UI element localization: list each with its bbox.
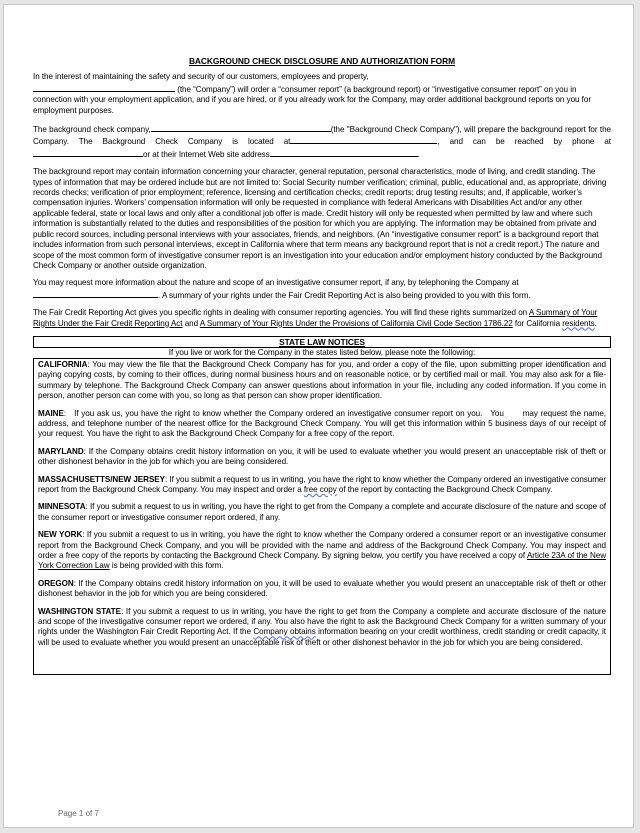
company-name-field[interactable] bbox=[33, 83, 175, 92]
ny-correction-law-link[interactable]: Article 23A of the New York Correction Law bbox=[38, 551, 606, 571]
fcra-text: The Fair Credit Reporting Act gives you specific rights in dealing with consumer reporting agencies. You will find these rights summarized on bbox=[33, 308, 529, 318]
notice-text: of the report by contacting the Background Check Company. bbox=[336, 485, 553, 494]
notice-text: information bearing on your credit worthiness, credit standing or credit capacity, it will be used to evaluate whether you would present an unacceptable risk of theft or other dishonest behavior in the job for which you are being considered. bbox=[38, 627, 606, 647]
company-paragraph-text: (the "Background Check Company"), will prepare the background report for the Company. The Background Check Company is located at bbox=[33, 125, 611, 147]
company-address-field[interactable] bbox=[290, 135, 437, 144]
california-summary-link[interactable]: A Summary of Your Rights Under the Provisions of California Civil Code Section 1786.22 bbox=[199, 318, 513, 328]
fcra-paragraph bbox=[33, 308, 611, 329]
notice-maryland bbox=[38, 447, 606, 468]
notice-new-york bbox=[38, 530, 606, 572]
company-phone-request-field[interactable] bbox=[33, 289, 158, 298]
intro-paragraph bbox=[33, 72, 611, 116]
state-name: WASHINGTON STATE bbox=[38, 606, 121, 616]
page-number: Page 1 of 7 bbox=[58, 809, 99, 818]
notice-text: is being provided with this form. bbox=[109, 561, 224, 571]
state-notices-box bbox=[33, 358, 611, 675]
request-paragraph-text: You may request more information about the nature and scope of an investigative consumer report, if any, by telephoning the Company at bbox=[33, 278, 519, 288]
report-paragraph: The background report may contain information concerning your character, general reputation, personal characteristics, mode of living, and credit standing. The types of information that may be ordered include but are not limited to: Social Security number verification; criminal, public, educational and, as appropriate, driving records checks; verification of prior employment; reference, licensing and certification checks; credit reports; drug testing results; and, if applicable, worker’s compensation injuries. Workers’ compensation information will only be requested in compliance with federal Americans with Disabilities Act and/or any other applicable federal, state or local laws and only after a conditional job offer is made. Credit history will only be requested when permitted by law and where such information is substantially related to the duties and responsibilities of the position for which you are applying. The information may be obtained from private and public record sources, including personal interviews with your associates, friends, and neighbors. (An “investigative consumer report” is a background report that includes information from such personal interviews, except in California where that term means any background report that is not a credit report.) The nature and scope of the most common form of investigative consumer report is an investigation into your education and/or employment history conducted by the Background Check Company or another outside organization. bbox=[33, 167, 607, 270]
company-paragraph bbox=[33, 123, 611, 160]
state-name: CALIFORNIA bbox=[38, 359, 88, 369]
state-name: NEW YORK bbox=[38, 530, 83, 540]
notice-maine bbox=[38, 408, 609, 440]
document-content bbox=[33, 56, 611, 675]
spellcheck-flagged-word[interactable]: residents bbox=[562, 318, 595, 328]
notice-minnesota bbox=[38, 502, 606, 523]
spellcheck-flagged-phrase[interactable]: Company obtains bbox=[253, 627, 316, 637]
notice-text: : If you submit a request to us in writing, you have the right to know whether the Company ordered an investigative consumer report from the Background Check Company. You may inspect and order a bbox=[38, 474, 607, 494]
notice-text: : You may view the file that the Background Check Company has for you, and order a copy of the file, upon submitting proper identification and paying copying costs, by coming to their offices, during normal business hours and on reasonable notice, or by certified mail or mail. You may also ask for a file-summary by telephone. The Background Check Company can answer questions about information in your file, including any coded information. If you come in person, another person can come with you, so long as that person can show proper identification. bbox=[38, 359, 606, 401]
state-law-notices-header: STATE LAW NOTICES bbox=[33, 336, 611, 348]
intro-line: In the interest of maintaining the safety and security of our customers, employees and property, bbox=[33, 72, 369, 82]
company-website-field[interactable] bbox=[270, 148, 418, 157]
state-name: MASSACHUSETTS/NEW JERSEY bbox=[38, 474, 165, 484]
fcra-text: and bbox=[182, 318, 200, 328]
spellcheck-flagged-phrase[interactable]: free copy bbox=[303, 485, 337, 494]
company-paragraph-text: , and can be reached by phone at bbox=[437, 137, 611, 147]
company-phone-field[interactable] bbox=[33, 148, 143, 157]
notice-text: : If the Company obtains credit history information on you, it will be used to evaluate whether you would present an unacceptable risk of theft or other dishonest behavior in the job for which you are being considered. bbox=[38, 446, 606, 467]
notice-washington bbox=[38, 607, 606, 649]
state-name: MINNESOTA bbox=[38, 502, 86, 512]
state-law-notices-subheader: If you live or work for the Company in the states listed below, please note the following: bbox=[168, 347, 476, 357]
document-page bbox=[3, 4, 634, 828]
notice-oregon bbox=[38, 579, 606, 600]
intro-body: (the “Company”) will order a “consumer report” (a background report) or “investigative consumer report” on you in connection with your employment application, and if you are hired, or if you already work for the Company, may order additional background reports on you for employment purposes. bbox=[33, 84, 591, 115]
state-name: MAINE bbox=[38, 408, 64, 418]
notice-text: : If you submit a request to us in writing, you have the right to get from the Company a complete and accurate disclosure of the nature and scope of the investigative consumer report we ordered, if any. You also have the right to ask the Background Check Company for a written summary of your rights under the Washington Fair Credit Reporting Act. If the bbox=[38, 606, 607, 637]
fcra-summary-link[interactable]: A Summary of Your Rights Under the Fair Credit Reporting Act bbox=[33, 308, 598, 328]
company-paragraph-text: or at their Internet Web site address bbox=[143, 149, 270, 159]
state-name: OREGON bbox=[38, 578, 74, 588]
company-paragraph-text: . bbox=[417, 149, 420, 159]
state-name: MARYLAND bbox=[38, 446, 84, 456]
notice-california bbox=[38, 360, 606, 402]
company-paragraph-text: The background check company, bbox=[33, 125, 151, 135]
document-title: BACKGROUND CHECK DISCLOSURE AND AUTHORIZATION FORM bbox=[188, 56, 456, 66]
request-paragraph bbox=[33, 278, 611, 301]
background-check-company-field[interactable] bbox=[151, 123, 331, 132]
notice-text: : If you ask us, you have the right to know whether the Company ordered an investigative consumer report on you. You may request the name, address, and telephone number of the nearest office for the Background Check Company. You will get this information within 5 business days of our receipt of your request. You have the right to ask the Background Check Company for a free copy of the report. bbox=[38, 408, 609, 439]
notice-text: : If you submit a request to us in writing, you have the right to get from the Company a complete and accurate disclosure of the nature and scope of the consumer report or investigative consumer report ordered, if any. bbox=[38, 502, 606, 522]
notice-text: : If you submit a request to us in writing, you have the right to know whether the Company ordered a consumer report or an investigative consumer report from the Background Check Company, and you will be provided with the name and address of the Background Check Company. You may inspect and order a free copy of the reports by contacting the Background Check Company. By signing below, you certify you have received a copy of bbox=[38, 530, 606, 561]
fcra-text: for California bbox=[512, 318, 563, 328]
notice-massachusetts-new-jersey bbox=[38, 475, 606, 496]
request-paragraph-text: . A summary of your rights under the Fair Credit Reporting Act is also being provided to you with this form. bbox=[158, 290, 531, 300]
fcra-text: . bbox=[594, 318, 597, 328]
notice-text: : If the Company obtains credit history information on you, it will be used to evaluate whether you would present an unacceptable risk of theft or other dishonest behavior in the job for which you are being considered. bbox=[38, 578, 606, 599]
